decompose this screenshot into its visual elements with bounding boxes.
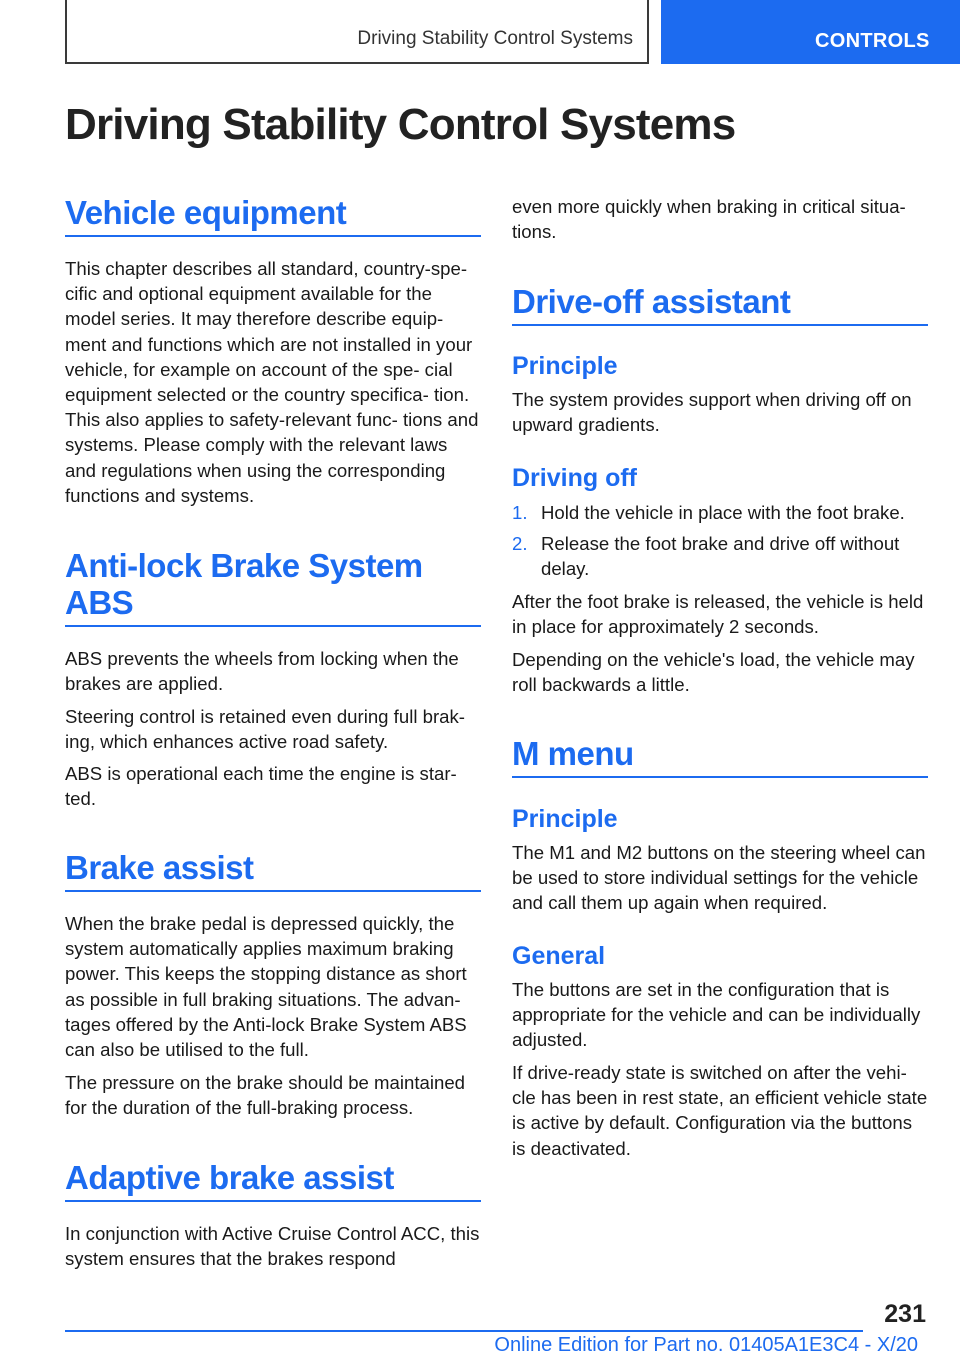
paragraph-adaptive-brake-assist-cont: even more quickly when braking in critical situa‐ tions. xyxy=(512,196,906,243)
paragraph-brake-assist-1: When the brake pedal is depressed quickly, the system automatically applies maximum braking power. This keeps the stopping distance as short as possible in full braking situations. The advan‐ tages offered by the Anti-lock Brake System ABS can also be utilised to the full. xyxy=(65,913,467,1061)
footer-divider xyxy=(65,1330,863,1332)
paragraph-abs-2: Steering control is retained even during full brak‐ ing, which enhances active road safety. xyxy=(65,706,465,753)
paragraph-principle-m-menu: The M1 and M2 buttons on the steering wheel can be used to store individual settings for the vehicle and call them up again when required. xyxy=(512,842,926,914)
paragraph-abs-1: ABS prevents the wheels from locking when the brakes are applied. xyxy=(65,648,459,695)
footer-edition-text: Online Edition for Part no. 01405A1E3C4 - X/20 xyxy=(494,1334,918,1356)
paragraph-adaptive-brake-assist: In conjunction with Active Cruise Control ACC, this system ensures that the brakes respond xyxy=(65,1223,480,1270)
paragraph-depending-load: Depending on the vehicle's load, the vehicle may roll backwards a little. xyxy=(512,649,915,696)
paragraph-brake-assist-2: The pressure on the brake should be maintained for the duration of the full-braking process. xyxy=(65,1072,466,1119)
subheading-principle-m-menu: Principle xyxy=(512,805,618,833)
paragraph-vehicle-equipment: This chapter describes all standard, country-spe‐ cific and optional equipment available for the model series. It may therefore describe equip‐ ment and functions which are not installed in your vehicle, for example on account of the spe‐ cial equipment selected or the country specifica‐ tion. This also applies to safety-relevant func‐ tions and systems. Please comply with the relevant laws and regulations when using the corresponding functions and systems. xyxy=(65,258,479,506)
heading-abs-line1: Anti-lock Brake System xyxy=(65,547,423,584)
step-number: 1. xyxy=(512,502,528,523)
page-number: 231 xyxy=(884,1300,926,1328)
subheading-driving-off: Driving off xyxy=(512,464,637,492)
paragraph-principle-drive-off: The system provides support when driving off on upward gradients. xyxy=(512,389,912,436)
header-section-title: Driving Stability Control Systems xyxy=(357,28,633,49)
paragraph-general-2: If drive-ready state is switched on after the vehi‐ cle has been in rest state, an efficient vehicle state is active by default. Configuration via the buttons is deactivated. xyxy=(512,1062,928,1159)
heading-drive-off-assistant: Drive-off assistant xyxy=(512,283,928,326)
heading-adaptive-brake-assist: Adaptive brake assist xyxy=(65,1159,481,1202)
heading-brake-assist: Brake assist xyxy=(65,849,481,892)
paragraph-general-1: The buttons are set in the configuration that is appropriate for the vehicle and can be individually adjusted. xyxy=(512,979,921,1051)
subheading-principle-drive-off: Principle xyxy=(512,352,618,380)
header-chapter-tab[interactable] xyxy=(661,0,960,64)
step-number: 2. xyxy=(512,533,528,554)
paragraph-abs-3: ABS is operational each time the engine is star‐ ted. xyxy=(65,763,457,810)
step-text: Hold the vehicle in place with the foot brake. xyxy=(541,502,905,523)
step-text: Release the foot brake and drive off without delay. xyxy=(541,533,900,580)
header-section-box xyxy=(65,0,649,64)
paragraph-after-release: After the foot brake is released, the vehicle is held in place for approximately 2 seconds. xyxy=(512,591,924,638)
header-chapter-label: CONTROLS xyxy=(815,30,930,52)
heading-abs xyxy=(65,547,481,627)
subheading-general: General xyxy=(512,942,606,970)
heading-m-menu: M menu xyxy=(512,735,928,778)
heading-vehicle-equipment: Vehicle equipment xyxy=(65,194,481,237)
page-title: Driving Stability Control Systems xyxy=(65,100,736,149)
heading-abs-line2: ABS xyxy=(65,584,134,621)
